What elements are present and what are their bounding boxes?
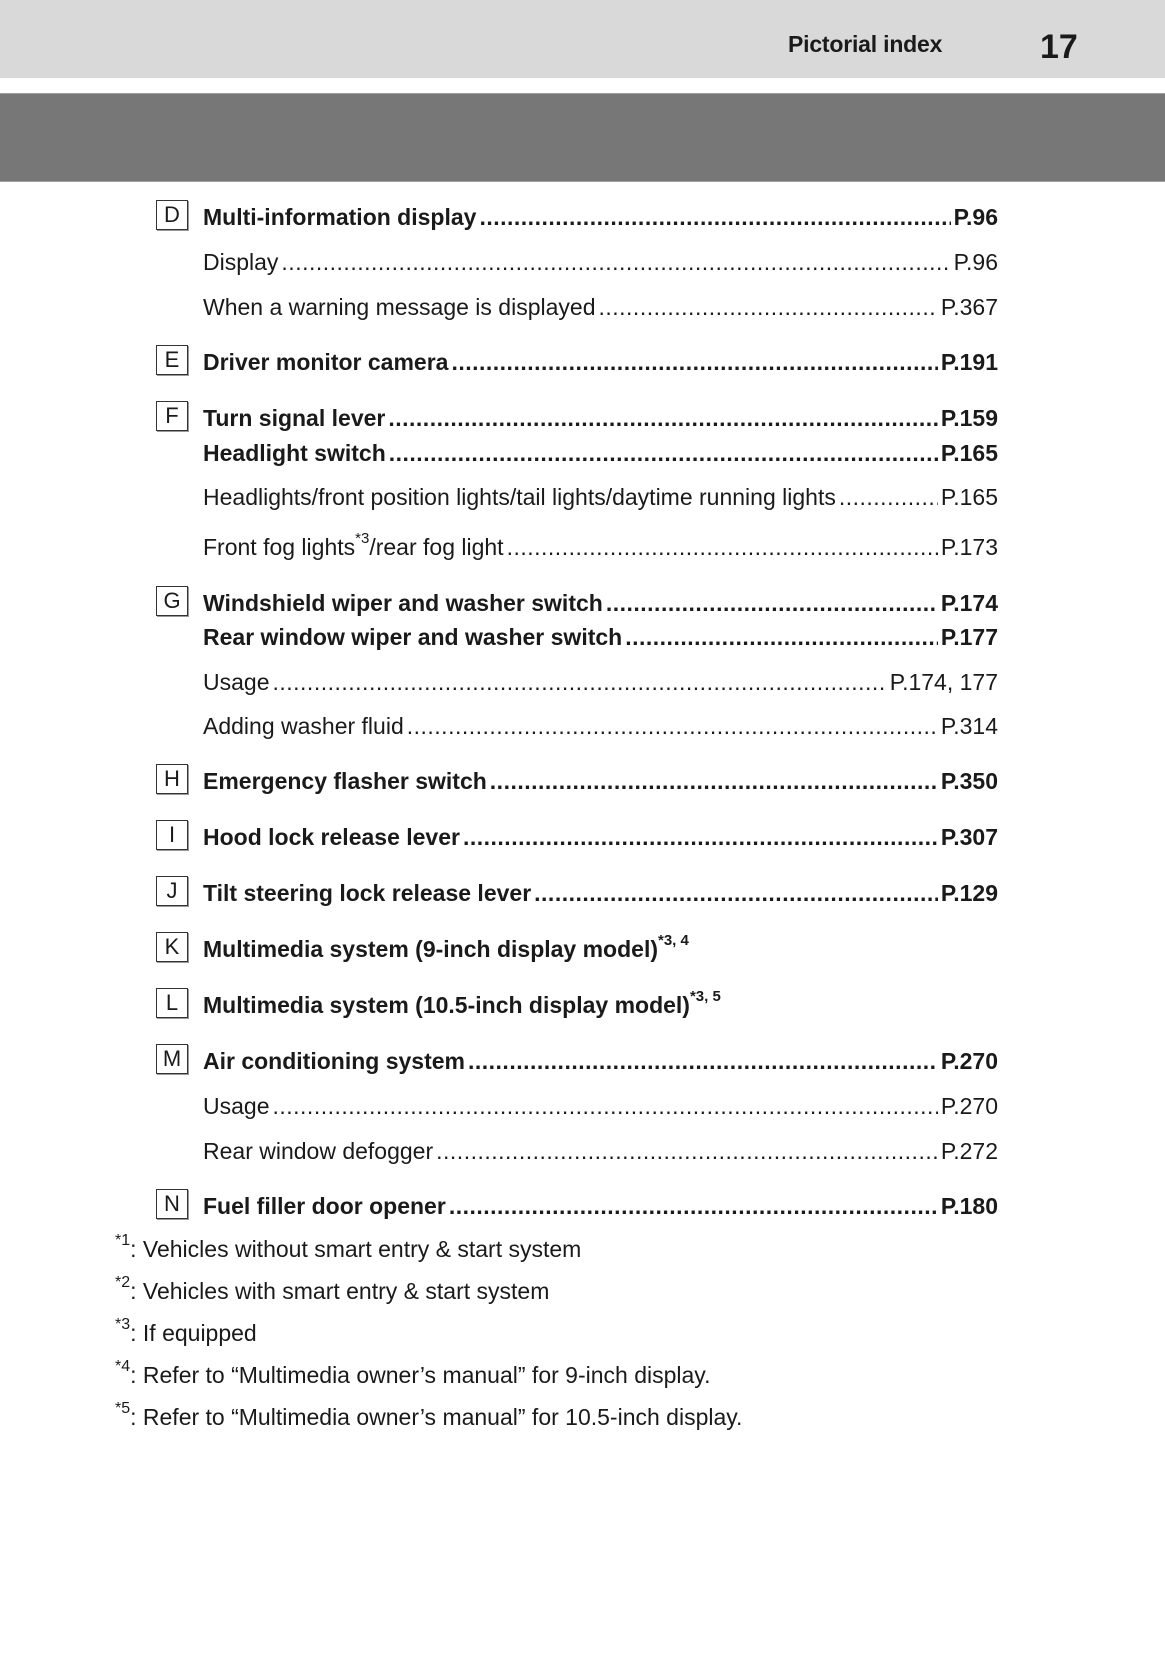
footnote-mark: *5: [115, 1400, 131, 1418]
section-letter-k: K: [156, 932, 188, 962]
entry-label: Driver monitor camera: [203, 349, 449, 375]
page-ref[interactable]: P.174, 177: [889, 669, 998, 695]
leader-dots: [407, 712, 938, 740]
entry-label: Multimedia system (10.5-inch display model)$^{*3, 5}$: [203, 988, 721, 1018]
page-ref[interactable]: P.173: [940, 534, 998, 560]
footnote-text: : Vehicles with smart entry & start system: [130, 1278, 550, 1304]
entry-label: Windshield wiper and washer switch: [203, 590, 603, 616]
leader-dots: [625, 623, 938, 651]
footnote-ref: *3, 4: [658, 932, 689, 950]
entry-label: Tilt steering lock release lever: [203, 880, 532, 906]
index-entry[interactable]: [203, 1192, 998, 1220]
entry-label: Headlight switch: [203, 440, 386, 466]
leader-dots: [490, 767, 938, 795]
entry-label: Fuel filler door opener: [203, 1193, 446, 1219]
footnote-text: : Vehicles without smart entry & start system: [130, 1236, 582, 1262]
entry-label: When a warning message is displayed: [203, 294, 596, 320]
section-letter-m: M: [156, 1044, 188, 1074]
section-letter-l: L: [156, 988, 188, 1018]
footnote-mark: *2: [115, 1274, 131, 1292]
section-letter-e: E: [156, 345, 188, 375]
leader-dots: [281, 248, 950, 276]
page-ref[interactable]: P.165: [940, 440, 998, 466]
page-ref[interactable]: P.270: [940, 1048, 998, 1074]
section-letter-d: D: [156, 200, 188, 230]
index-entry[interactable]: [203, 589, 998, 617]
index-entry[interactable]: [203, 767, 998, 795]
page-ref[interactable]: P.272: [940, 1138, 998, 1164]
leader-dots: [451, 348, 937, 376]
entry-label: Rear window defogger: [203, 1138, 434, 1164]
index-subentry[interactable]: [203, 712, 998, 740]
index-entry: [203, 932, 998, 963]
page-ref[interactable]: P.177: [940, 624, 998, 650]
entry-label: Usage: [203, 1093, 270, 1119]
leader-dots: [449, 1192, 938, 1220]
entry-label: Usage: [203, 669, 270, 695]
page-ref[interactable]: P.367: [940, 294, 998, 320]
leader-dots: [534, 879, 938, 907]
section-letter-j: J: [156, 876, 188, 906]
page-ref[interactable]: P.191: [940, 349, 998, 375]
footnote: [115, 1358, 711, 1389]
entry-label: Front fog lights$^{*3}$/rear fog light: [203, 530, 504, 560]
index-entry[interactable]: [203, 823, 998, 851]
footnote-text: : Refer to “Multimedia owner’s manual” for 9-inch display.: [130, 1362, 711, 1388]
section-letter-g: G: [156, 586, 188, 616]
footnote-mark: *4: [115, 1358, 131, 1376]
page-ref[interactable]: P.350: [940, 768, 998, 794]
footnote-ref: *3, 5: [689, 988, 721, 1006]
footnote-ref: *3: [355, 530, 370, 548]
entry-label: Turn signal lever: [203, 405, 386, 431]
page-ref[interactable]: P.96: [953, 204, 998, 230]
index-subentry[interactable]: [203, 1092, 998, 1120]
leader-dots: [272, 668, 886, 696]
index-entry[interactable]: [203, 1047, 998, 1075]
entry-label: Multimedia system (9-inch display model)$^{*3, 4}$: [203, 932, 689, 962]
index-entry[interactable]: [203, 879, 998, 907]
leader-dots: [606, 589, 938, 617]
footnote: [115, 1316, 257, 1347]
entry-label: Display: [203, 249, 279, 275]
page-ref[interactable]: P.174: [940, 590, 998, 616]
index-entry: [203, 988, 998, 1019]
index-subentry[interactable]: [203, 293, 998, 321]
page-number: 17: [1040, 28, 1078, 66]
index-entry[interactable]: [203, 623, 998, 651]
footnote: [115, 1232, 582, 1263]
index-subentry[interactable]: [203, 530, 998, 561]
leader-dots: [507, 533, 938, 561]
index-subentry[interactable]: [203, 668, 998, 696]
footnote-text: : Refer to “Multimedia owner’s manual” for 10.5-inch display.: [130, 1404, 743, 1430]
index-entry[interactable]: [203, 404, 998, 432]
page-ref[interactable]: P.307: [940, 824, 998, 850]
entry-label: Rear window wiper and washer switch: [203, 624, 623, 650]
footnote: [115, 1274, 550, 1305]
entry-label: Headlights/front position lights/tail lights/daytime running lights: [203, 484, 836, 510]
section-letter-n: N: [156, 1189, 188, 1219]
footnote-mark: *1: [115, 1232, 131, 1250]
entry-label: Adding washer fluid: [203, 713, 404, 739]
footnote-text: : If equipped: [130, 1320, 257, 1346]
footnote-mark: *3: [115, 1316, 131, 1334]
entry-label: Multi-information display: [203, 204, 477, 230]
footnote: [115, 1400, 743, 1431]
leader-dots: [436, 1137, 938, 1165]
page-ref[interactable]: P.314: [940, 713, 998, 739]
leader-dots: [839, 483, 938, 511]
index-subentry[interactable]: [203, 248, 998, 276]
page-ref[interactable]: P.129: [940, 880, 998, 906]
page-ref[interactable]: P.159: [940, 405, 998, 431]
section-band: [0, 93, 1165, 182]
header-band: [0, 0, 1165, 78]
entry-label: Emergency flasher switch: [203, 768, 487, 794]
index-entry[interactable]: [203, 348, 998, 376]
page-ref[interactable]: P.270: [940, 1093, 998, 1119]
index-entry[interactable]: [203, 439, 998, 467]
entry-label: Air conditioning system: [203, 1048, 465, 1074]
page-ref[interactable]: P.180: [940, 1193, 998, 1219]
leader-dots: [598, 293, 937, 321]
leader-dots: [389, 439, 938, 467]
section-letter-i: I: [156, 820, 188, 850]
section-letter-h: H: [156, 764, 188, 794]
page-title: Pictorial index: [788, 31, 943, 57]
section-letter-f: F: [156, 401, 188, 431]
index-subentry[interactable]: [203, 1137, 998, 1165]
leader-dots: [272, 1092, 937, 1120]
leader-dots: [463, 823, 938, 851]
leader-dots: [479, 203, 950, 231]
leader-dots: [468, 1047, 938, 1075]
leader-dots: [388, 404, 938, 432]
page-ref[interactable]: P.165: [940, 484, 998, 510]
entry-label: Hood lock release lever: [203, 824, 460, 850]
index-entry[interactable]: [203, 203, 998, 231]
index-subentry[interactable]: [203, 483, 998, 511]
page-ref[interactable]: P.96: [953, 249, 998, 275]
